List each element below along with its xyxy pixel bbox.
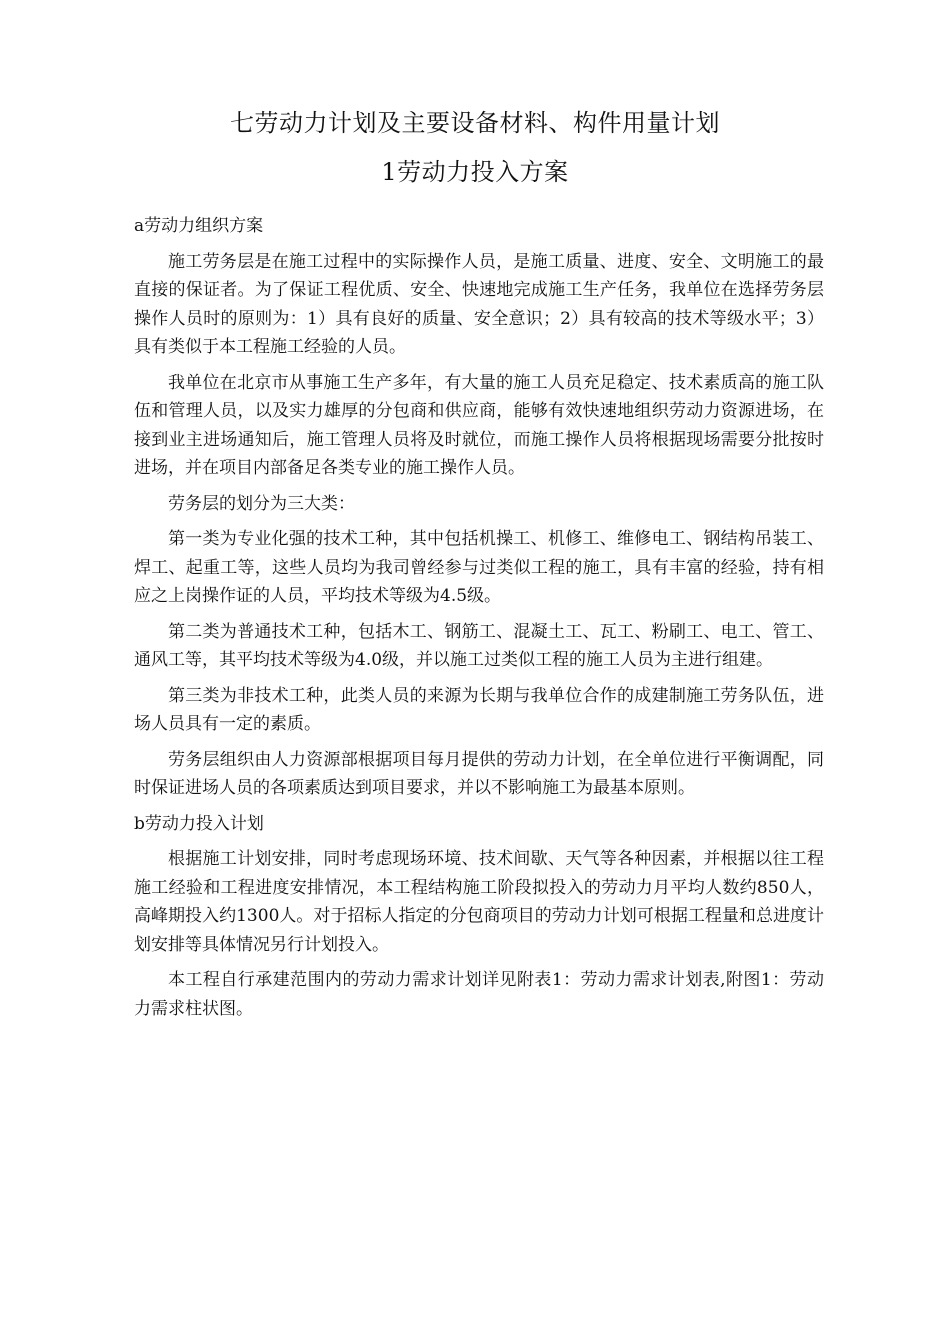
subsection-heading-b: b劳动力投入计划 bbox=[134, 813, 264, 834]
paragraph: 劳务层的划分为三大类： bbox=[168, 493, 355, 514]
paragraph: 第三类为非技术工种，此类人员的来源为长期与我单位合作的成建制施工劳务队伍，进场人员具有一定的素质。 bbox=[134, 685, 824, 734]
paragraph: 施工劳务层是在施工过程中的实际操作人员，是施工质量、进度、安全、文明施工的最直接的保证者。为了保证工程优质、安全、快速地完成施工生产任务，我单位在选择劳务层操作人员时的原则为：1）具有良好的质量、安全意识；2）具有较高的技术等级水平；3）具有类似于本工程施工经验的人员。 bbox=[134, 251, 824, 357]
paragraph: 我单位在北京市从事施工生产多年，有大量的施工人员充足稳定、技术素质高的施工队伍和管理人员，以及实力雄厚的分包商和供应商，能够有效快速地组织劳动力资源进场，在接到业主进场通知后，施工管理人员将及时就位，而施工操作人员将根据现场需要分批按时进场，并在项目内部备足各类专业的施工操作人员。 bbox=[134, 372, 824, 478]
paragraph: 本工程自行承建范围内的劳动力需求计划详见附表1：劳动力需求计划表,附图1：劳动力需求柱状图。 bbox=[134, 970, 824, 1019]
section-title: 1劳动力投入方案 bbox=[381, 158, 569, 186]
paragraph: 第一类为专业化强的技术工种，其中包括机操工、机修工、维修电工、钢结构吊装工、焊工、起重工等，这些人员均为我司曾经参与过类似工程的施工，具有丰富的经验，持有相应之上岗操作证的人员，平均技术等级为4.5级。 bbox=[134, 529, 824, 606]
paragraph: 劳务层组织由人力资源部根据项目每月提供的劳动力计划，在全单位进行平衡调配，同时保证进场人员的各项素质达到项目要求，并以不影响施工为最基本原则。 bbox=[134, 749, 824, 798]
paragraph: 第二类为普通技术工种，包括木工、钢筋工、混凝土工、瓦工、粉刷工、电工、管工、通风工等，其平均技术等级为4.0级，并以施工过类似工程的施工人员为主进行组建。 bbox=[134, 621, 824, 670]
subsection-heading-a: a劳动力组织方案 bbox=[134, 216, 264, 236]
paragraph: 根据施工计划安排，同时考虑现场环境、技术间歇、天气等各种因素，并根据以往工程施工经验和工程进度安排情况，本工程结构施工阶段拟投入的劳动力月平均人数约850人，高峰期投入约1300人。对于招标人指定的分包商项目的劳动力计划可根据工程量和总进度计划安排等具体情况另行计划投入。 bbox=[134, 849, 824, 955]
document-title: 七劳动力计划及主要设备材料、构件用量计划 bbox=[230, 109, 720, 137]
document-body bbox=[134, 212, 824, 1030]
